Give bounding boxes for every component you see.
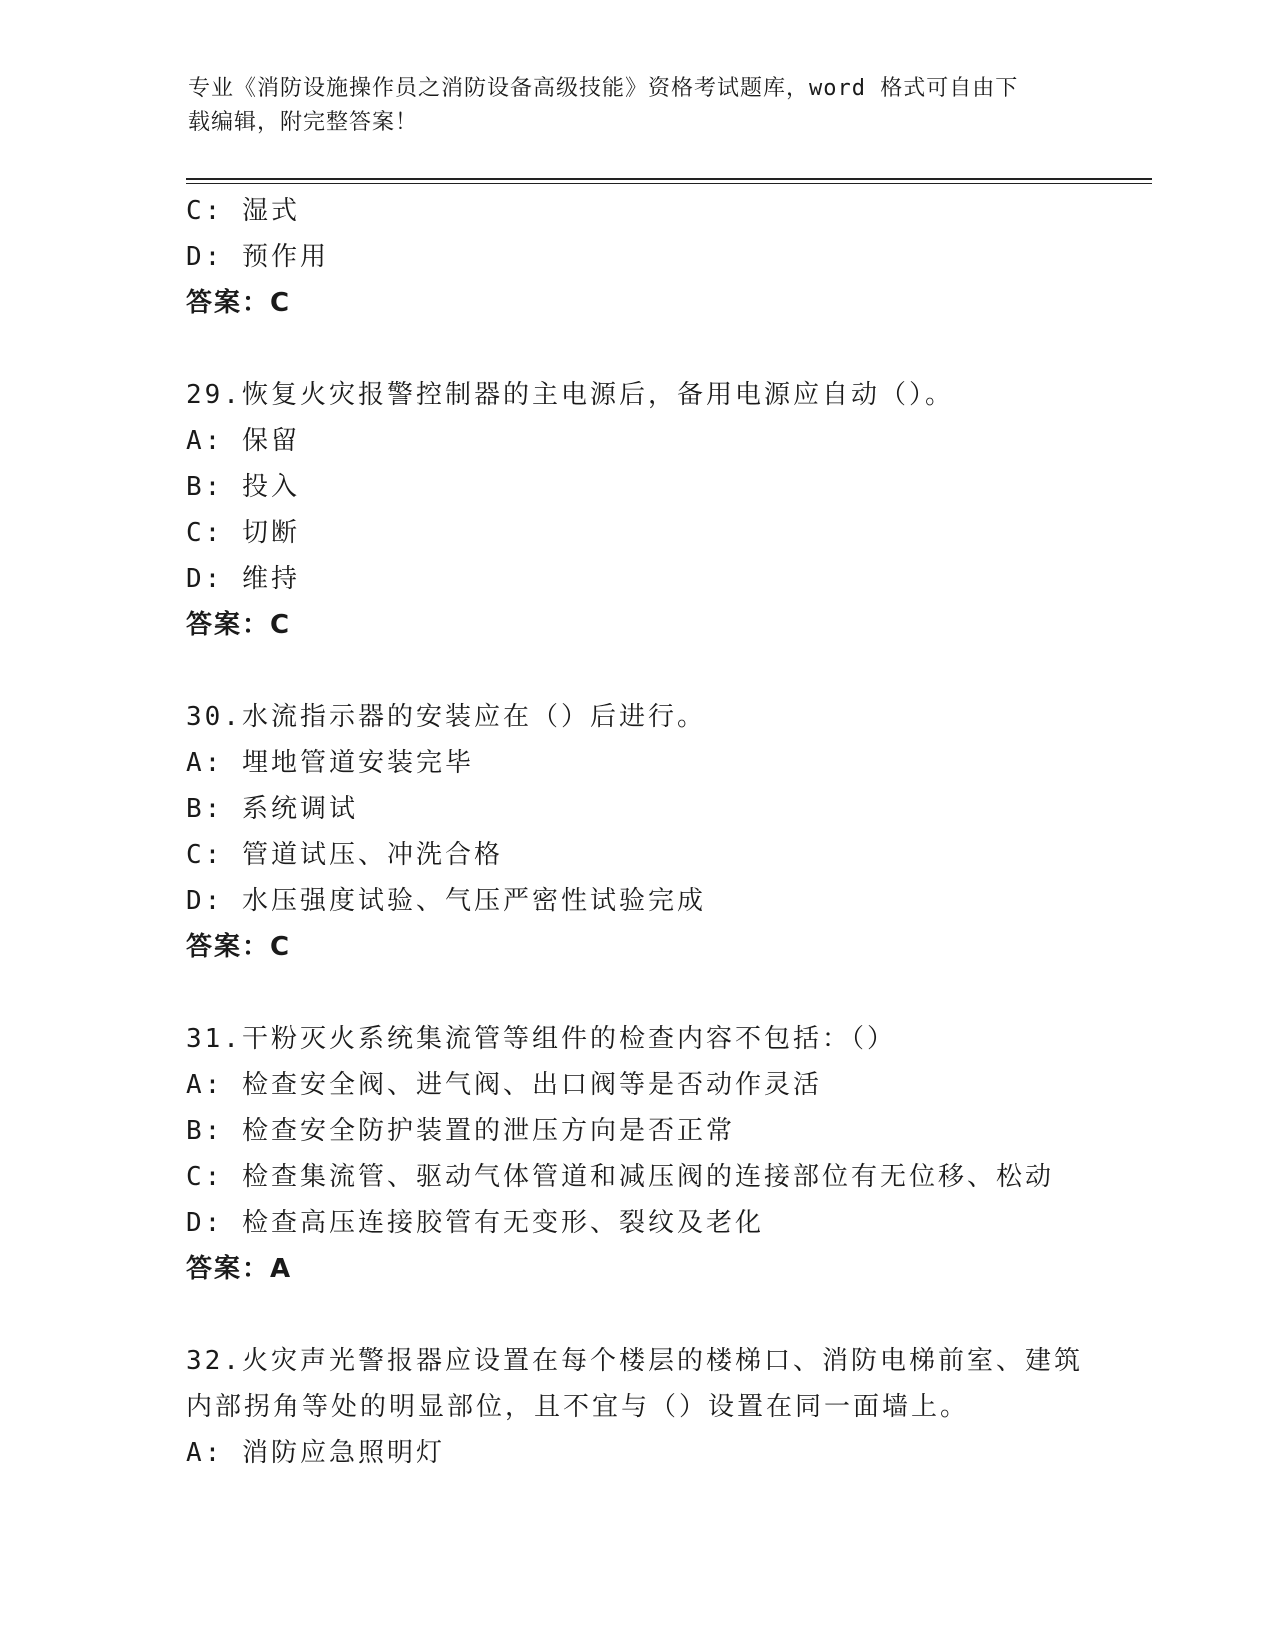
option-d: D: 水压强度试验、气压严密性试验完成 [186,886,706,916]
header-divider-thin [186,183,1152,184]
option-c: C: 检查集流管、驱动气体管道和减压阀的连接部位有无位移、松动 [186,1162,1054,1192]
header-line-1: 专业《消防设施操作员之消防设备高级技能》资格考试题库，word 格式可自由下 [188,76,1019,101]
answer-label: 答案：C [186,288,292,318]
option-b: B: 系统调试 [186,794,358,824]
option-c: C: 切断 [186,518,300,548]
option-b: B: 检查安全防护装置的泄压方向是否正常 [186,1116,735,1146]
option-d: D: 维持 [186,564,300,594]
option-a: A: 保留 [186,426,300,456]
question-30-block [186,694,1146,970]
spacer [186,970,1146,1016]
option-a: A: 检查安全阀、进气阀、出口阀等是否动作灵活 [186,1070,822,1100]
option-a: A: 消防应急照明灯 [186,1438,445,1468]
question-text: 30.水流指示器的安装应在（）后进行。 [186,702,706,732]
header-divider-thick [186,178,1152,180]
question-text: 31.干粉灭火系统集流管等组件的检查内容不包括：（） [186,1024,896,1054]
question-31-block [186,1016,1146,1292]
answer-label: 答案：C [186,932,292,962]
question-text: 29.恢复火灾报警控制器的主电源后，备用电源应自动（）。 [186,380,954,410]
spacer [186,1292,1146,1338]
question-28-block [186,188,1146,326]
option-c: C: 湿式 [186,196,300,226]
question-32-block [186,1338,1146,1476]
spacer [186,648,1146,694]
option-b: B: 投入 [186,472,300,502]
question-text-line-2: 内部拐角等处的明显部位，且不宜与（）设置在同一面墙上。 [186,1392,970,1422]
answer-label: 答案：A [186,1254,293,1284]
option-d: D: 检查高压连接胶管有无变形、裂纹及老化 [186,1208,764,1238]
question-text-line-1: 32.火灾声光警报器应设置在每个楼层的楼梯口、消防电梯前室、建筑 [186,1346,1083,1376]
page-header [188,72,1088,140]
option-d: D: 预作用 [186,242,329,272]
answer-label: 答案：C [186,610,292,640]
option-c: C: 管道试压、冲洗合格 [186,840,503,870]
spacer [186,326,1146,372]
question-29-block [186,372,1146,648]
question-list [186,188,1146,1476]
option-a: A: 埋地管道安装完毕 [186,748,474,778]
header-line-2: 载编辑，附完整答案！ [188,110,419,135]
